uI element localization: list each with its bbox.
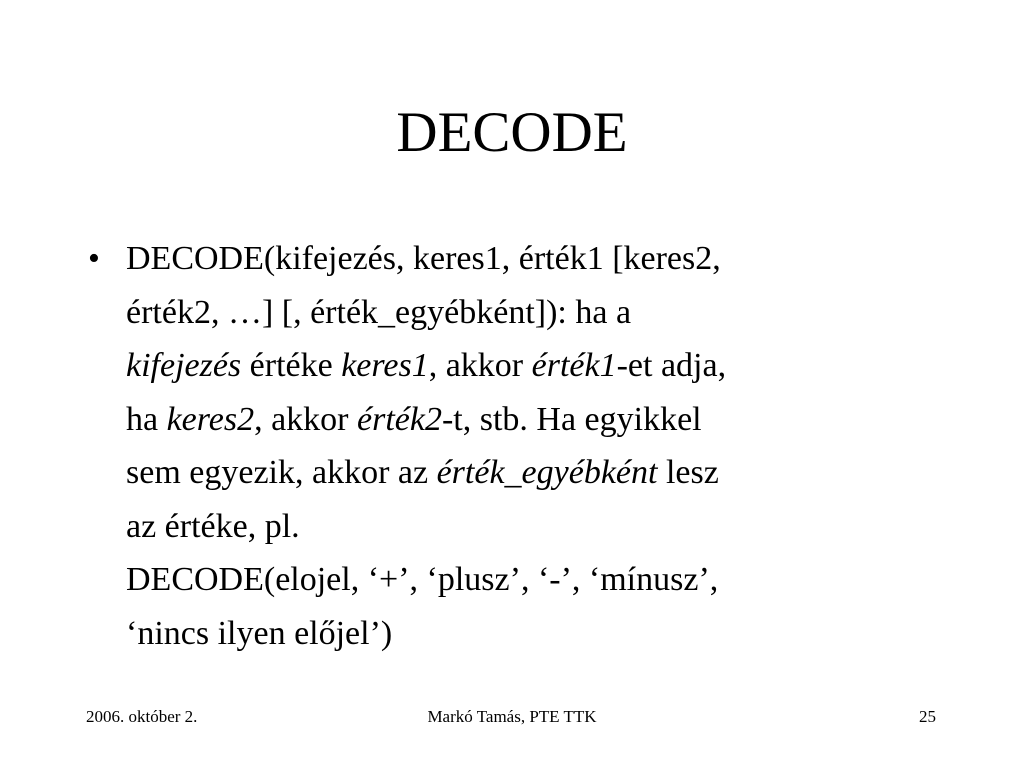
text-line-2: érték2, …] [, érték_egyébként]): ha a bbox=[126, 293, 632, 331]
text-line-7: DECODE(elojel, ‘+’, ‘plusz’, ‘-’, ‘mínusz’, bbox=[126, 561, 719, 598]
bullet-list bbox=[88, 232, 928, 660]
text-fragment: , akkor bbox=[254, 400, 357, 438]
bullet-item-decode bbox=[88, 232, 928, 660]
term-ertek1: érték1 bbox=[531, 347, 617, 384]
text-fragment: lesz bbox=[657, 454, 719, 491]
term-ertek-egyebkent: érték_egyébként bbox=[436, 454, 658, 491]
bullet-marker: • bbox=[88, 240, 100, 277]
text-line-6: az értéke, pl. bbox=[126, 507, 300, 545]
text-fragment: -et adja, bbox=[616, 347, 727, 384]
text-line-1: DECODE(kifejezés, keres1, érték1 [keres2, bbox=[126, 240, 721, 277]
term-keres1: keres1 bbox=[341, 347, 429, 384]
text-fragment: ha bbox=[126, 400, 167, 438]
term-keres2: keres2 bbox=[166, 400, 255, 438]
text-line-3 bbox=[126, 339, 928, 393]
text-fragment: sem egyezik, akkor az bbox=[126, 454, 437, 491]
term-ertek2: érték2 bbox=[357, 400, 442, 438]
text-line-4 bbox=[126, 393, 928, 447]
text-fragment: -t, stb. Ha egyikkel bbox=[441, 400, 702, 438]
footer-author: Markó Tamás, PTE TTK bbox=[427, 707, 597, 726]
text-line-5 bbox=[126, 446, 928, 500]
footer-date: 2006. október 2. bbox=[86, 707, 198, 726]
slide-title: DECODE bbox=[396, 101, 628, 164]
term-kifejezes: kifejezés bbox=[126, 347, 242, 384]
text-fragment: értéke bbox=[241, 347, 342, 384]
footer-page-number: 25 bbox=[919, 707, 936, 726]
text-line-8: ‘nincs ilyen előjel’) bbox=[126, 614, 393, 652]
text-fragment: , akkor bbox=[428, 347, 532, 384]
